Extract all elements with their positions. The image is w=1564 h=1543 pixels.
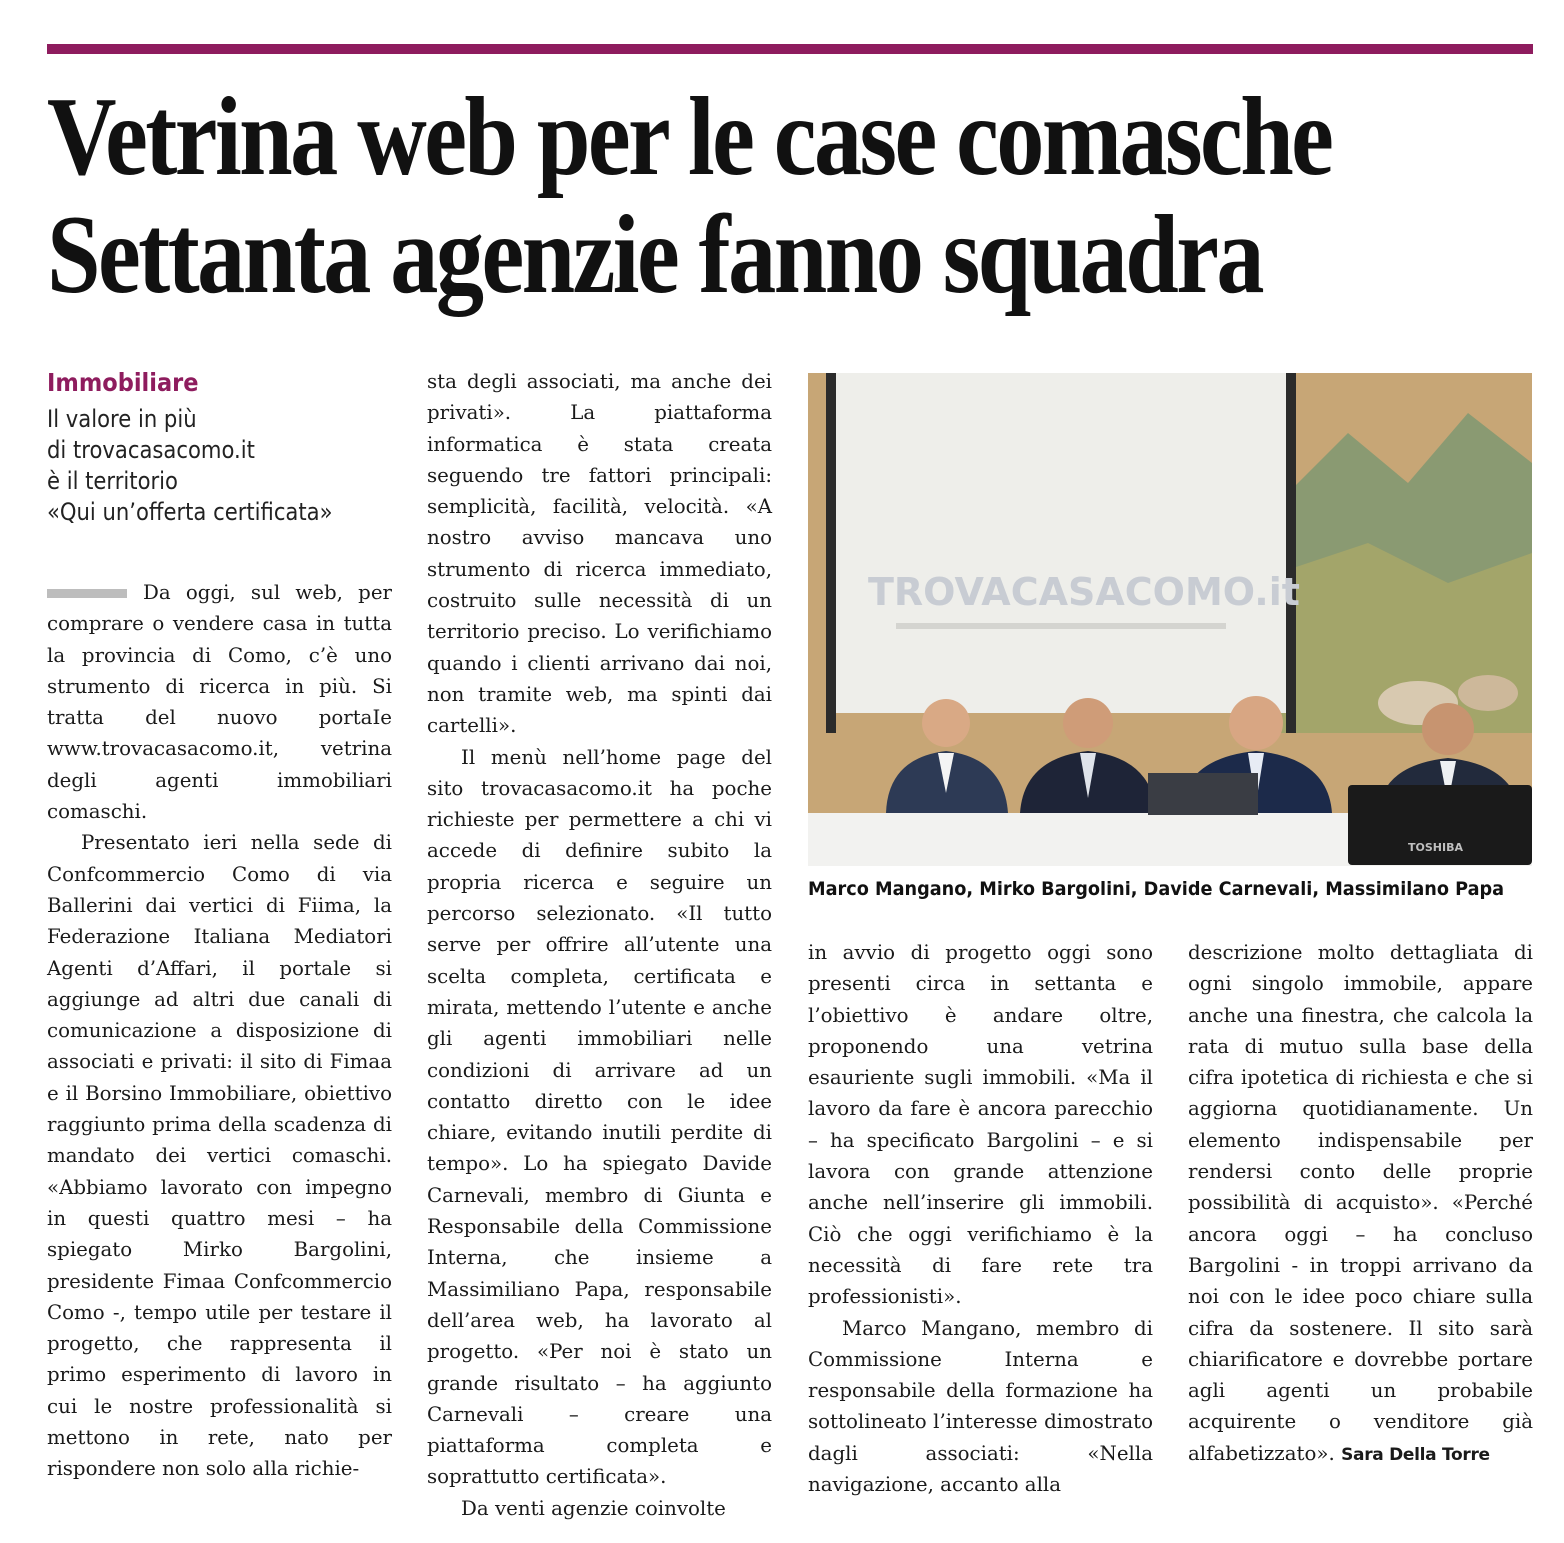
screen-frame	[1286, 373, 1296, 733]
article-paragraph: Marco Mangano, membro di Commissione Interna e responsabile della formazione ha sottolineato l’interesse dimostrato dagli associati: «Nella navigazione, accanto alla	[808, 1316, 1153, 1497]
mural-cow	[1458, 675, 1518, 711]
laptop	[1348, 785, 1532, 865]
top-rule	[47, 44, 1533, 54]
press-conference-photo	[808, 373, 1532, 866]
article-column-4	[1188, 937, 1533, 1471]
projection-screen	[836, 373, 1286, 713]
photo-caption: Marco Mangano, Mirko Bargolini, Davide Carnevali, Massimilano Papa	[808, 878, 1505, 900]
subhead-line-1: Il valore in più	[47, 405, 197, 433]
headline	[47, 75, 1332, 317]
article-paragraph: sta degli associati, ma anche dei privati». La piattaforma informatica è stata creata seguendo tre fattori principali: semplicità, facilità, velocità. «A nostro avviso mancava uno strumento di ricerca immediato, costruito sulle necessità di un territorio preciso. Lo verifichiamo quando i clienti arrivano dai noi, non tramite web, ma spinti dai cartelli».	[427, 370, 772, 738]
laptop-brand: TOSHIBA	[1408, 841, 1463, 854]
article-column-1	[47, 577, 392, 1485]
byline: Sara Della Torre	[1341, 1444, 1490, 1465]
headline-line-1: Vetrina web per le case comasche	[47, 75, 1332, 199]
article-closing-text: descrizione molto dettagliata di ogni singolo immobile, appare anche una finestra, che calcola la rata di mutuo sulla base della cifra ipotetica di richiesta e che si aggiorna quotidianamente. Un elemento indispensabile per rendersi conto delle proprie possibilità di acquisto». «Perché ancora oggi – ha concluso Bargolini - in troppi arrivano da noi con le idee poco chiare sulla cifra da sostenere. Il sito sarà chiarificatore e dovrebbe portare agli agenti un probabile acquirente o venditore già alfabetizzato».	[1188, 941, 1533, 1465]
headline-line-2: Settanta agenzie fanno squadra	[47, 193, 1262, 317]
article-paragraph	[1188, 937, 1533, 1471]
article-paragraph	[47, 577, 392, 827]
subhead-line-2: di trovacasacomo.it	[47, 436, 255, 464]
article-column-2	[427, 366, 772, 1524]
article-paragraph: Da venti agenzie coinvolte	[461, 1496, 726, 1520]
subhead	[47, 404, 364, 528]
article-paragraph: in avvio di progetto oggi sono presenti circa in settanta e l’obiettivo è andare oltre, proponendo una vetrina esauriente sugli immobili. «Ma il lavoro da fare è ancora parecchio – ha specificato Bargolini – e si lavora con grande attenzione anche nell’inserire gli immobili. Ciò che oggi verifichiamo è la necessità di fare rete tra professionisti».	[808, 941, 1153, 1309]
subhead-line-3: è il territorio	[47, 467, 178, 495]
article-paragraph: Presentato ieri nella sede di Confcommercio Como di via Ballerini dai vertici di Fiima, la Federazione Italiana Mediatori Agenti d’Affari, il portale si aggiunge ad altri due canali di comunicazione a disposizione di associati e privati: il sito di Fimaa e il Borsino Immobiliare, obiettivo raggiunto prima della scadenza di mandato dei vertici comaschi. «Abbiamo lavorato con impegno in questi quattro mesi – ha spiegato Mirko Bargolini, presidente Fimaa Confcommercio Como -, tempo utile per testare il progetto, che rappresenta il primo esperimento di lavoro in cui le nostre professionalità si mettono in rete, nato per rispondere non solo alla richie-	[47, 831, 392, 1481]
kicker: Immobiliare	[47, 368, 199, 397]
photo-illustration	[808, 373, 1532, 866]
article-column-3	[808, 937, 1153, 1500]
article-paragraph: Il menù nell’home page del sito trovacasacomo.it ha poche richieste per permettere a chi vi accede di definire subito la propria ricerca e seguire un percorso selezionato. «Il tutto serve per offrire all’utente una scelta completa, certificata e mirata, mettendo l’utente e anche gli agenti immobiliari nelle condizioni di arrivare ad un contatto diretto con le idee chiare, evitando inutili perdite di tempo». Lo ha spiegato Davide Carnevali, membro di Giunta e Responsabile della Commissione Interna, che insieme a Massimiliano Papa, responsabile dell’area web, ha lavorato al progetto. «Per noi è stato un grande risultato – ha aggiunto Carnevali – creare una piattaforma completa e soprattutto certificata».	[427, 745, 772, 1489]
screen-frame	[826, 373, 836, 733]
screen-logo-text: TROVACASACOMO.it	[868, 570, 1300, 614]
lead-rule	[47, 589, 127, 598]
article-lead-text: Da oggi, sul web, per comprare o vendere casa in tutta la provincia di Como, c’è uno strumento di ricerca in più. Si tratta del nuovo portaIe www.trovacasacomo.it, vetrina degli agenti immobiliari comaschi.	[47, 581, 392, 824]
subhead-line-4: «Qui un’offerta certificata»	[47, 498, 333, 526]
screen-line	[896, 623, 1226, 629]
